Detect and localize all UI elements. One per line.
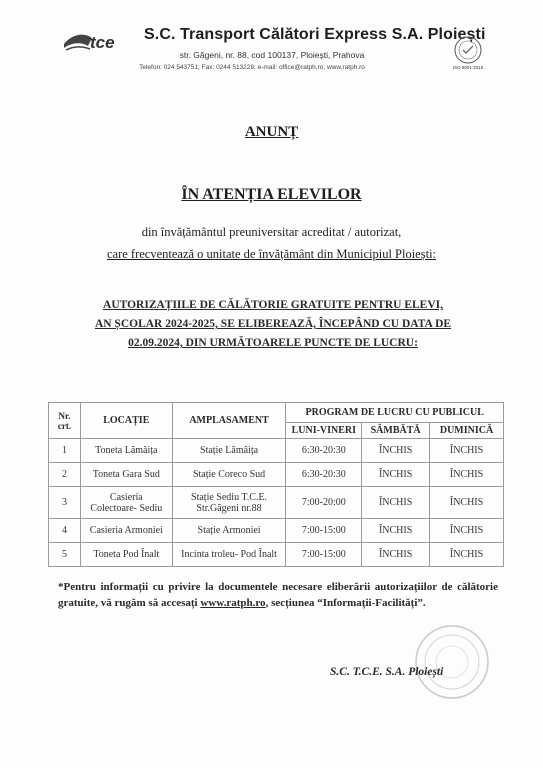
cell-sambata: ÎNCHIS <box>362 439 430 463</box>
cell-nr: 2 <box>49 463 81 487</box>
cell-locatie-line-2: Colectoare- Sediu <box>90 502 163 514</box>
cell-nr: 1 <box>49 439 81 463</box>
cell-luni-vineri: 6:30-20:30 <box>286 439 362 463</box>
iso-certification-badge <box>449 34 487 72</box>
cell-sambata: ÎNCHIS <box>362 519 430 543</box>
header-nr: Nr. crt. <box>49 403 81 439</box>
signature-company: S.C. T.C.E. S.A. Ploiești <box>330 666 444 678</box>
cell-duminica: ÎNCHIS <box>430 463 504 487</box>
company-address: str. Găgeni, nr. 88, cod 100137, Ploiești, Prahova <box>179 50 365 60</box>
announcement-title: ANUNȚ <box>244 124 299 140</box>
notice-line-3: 02.09.2024, DIN URMĂTOARELE PUNCTE DE LUCRU: <box>128 337 418 349</box>
header-locatie: LOCAȚIE <box>80 403 172 439</box>
cell-duminica: ÎNCHIS <box>430 543 504 567</box>
schedule-table <box>48 402 504 567</box>
notice-paragraph <box>70 296 476 353</box>
official-stamp <box>412 622 492 702</box>
cell-amplasament: Stație Coreco Sud <box>172 463 286 487</box>
cell-sambata: ÎNCHIS <box>362 543 430 567</box>
cell-locatie: Toneta Gara Sud <box>80 463 172 487</box>
table-row <box>49 519 504 543</box>
cell-amplasament-line-2: Str.Găgeni nr.88 <box>196 502 262 514</box>
header-duminica: DUMINICĂ <box>430 423 504 439</box>
header-program: PROGRAM DE LUCRU CU PUBLICUL <box>286 403 504 423</box>
svg-text:tce: tce <box>90 33 115 52</box>
announcement-subtitle: ÎN ATENȚIA ELEVILOR <box>181 186 362 203</box>
letterhead <box>62 22 486 82</box>
intro-line-1: din învățământul preuniversitar acreditat / autorizat, <box>141 225 402 239</box>
header-luni-vineri: LUNI-VINERI <box>286 423 362 439</box>
table-row <box>49 439 504 463</box>
table-row <box>49 463 504 487</box>
cell-locatie: Toneta Lămâița <box>80 439 172 463</box>
cell-nr: 5 <box>49 543 81 567</box>
cell-luni-vineri: 7:00-15:00 <box>286 543 362 567</box>
cell-luni-vineri: 7:00-15:00 <box>286 519 362 543</box>
svg-text:ISO 9001:2015: ISO 9001:2015 <box>452 65 484 70</box>
cell-luni-vineri: 6:30-20:30 <box>286 463 362 487</box>
header-sambata: SÂMBĂTĂ <box>362 423 430 439</box>
cell-amplasament: Stație Lămâița <box>172 439 286 463</box>
footnote-text-2: , secțiunea “Informații-Facilități”. <box>265 597 426 609</box>
cell-nr: 3 <box>49 487 81 519</box>
intro-line-2: care frecventează o unitate de învățământ din Municipiul Ploiești: <box>106 247 437 261</box>
cell-duminica: ÎNCHIS <box>430 439 504 463</box>
footnote-text-1: *Pentru informații cu privire la documentele necesare eliberării autorizațiilor de călătorie gratuite, vă rugăm să accesați <box>58 581 498 609</box>
company-name: S.C. Transport Călători Express S.A. Ploiești <box>144 26 486 43</box>
website-link[interactable]: www.ratph.ro <box>200 597 266 609</box>
notice-line-1: AUTORIZAȚIILE DE CĂLĂTORIE GRATUITE PENTRU ELEVI, <box>103 299 443 311</box>
table-row <box>49 487 504 519</box>
cell-sambata: ÎNCHIS <box>362 487 430 519</box>
cell-locatie <box>80 487 172 519</box>
cell-amplasament: Stație Armoniei <box>172 519 286 543</box>
cell-amplasament-line-1: Stație Sediu T.C.E. <box>191 491 268 503</box>
cell-sambata: ÎNCHIS <box>362 463 430 487</box>
cell-locatie-line-1: Casieria <box>109 491 143 503</box>
cell-luni-vineri: 7:00-20:00 <box>286 487 362 519</box>
cell-locatie: Toneta Pod Înalt <box>80 543 172 567</box>
cell-duminica: ÎNCHIS <box>430 487 504 519</box>
header-amplasament: AMPLASAMENT <box>172 403 286 439</box>
notice-line-2: AN ȘCOLAR 2024-2025, SE ELIBEREAZĂ, ÎNCEPÂND CU DATA DE <box>94 318 452 330</box>
cell-amplasament: Incinta troleu- Pod Înalt <box>172 543 286 567</box>
company-contact: Telefon: 024 543751; Fax: 0244 513228; e-mail: office@ratph.ro; www.ratph.ro <box>139 64 365 71</box>
cell-nr: 4 <box>49 519 81 543</box>
footnote <box>58 579 498 611</box>
cell-duminica: ÎNCHIS <box>430 519 504 543</box>
table-row <box>49 543 504 567</box>
cell-amplasament <box>172 487 286 519</box>
cell-locatie: Casieria Armoniei <box>80 519 172 543</box>
